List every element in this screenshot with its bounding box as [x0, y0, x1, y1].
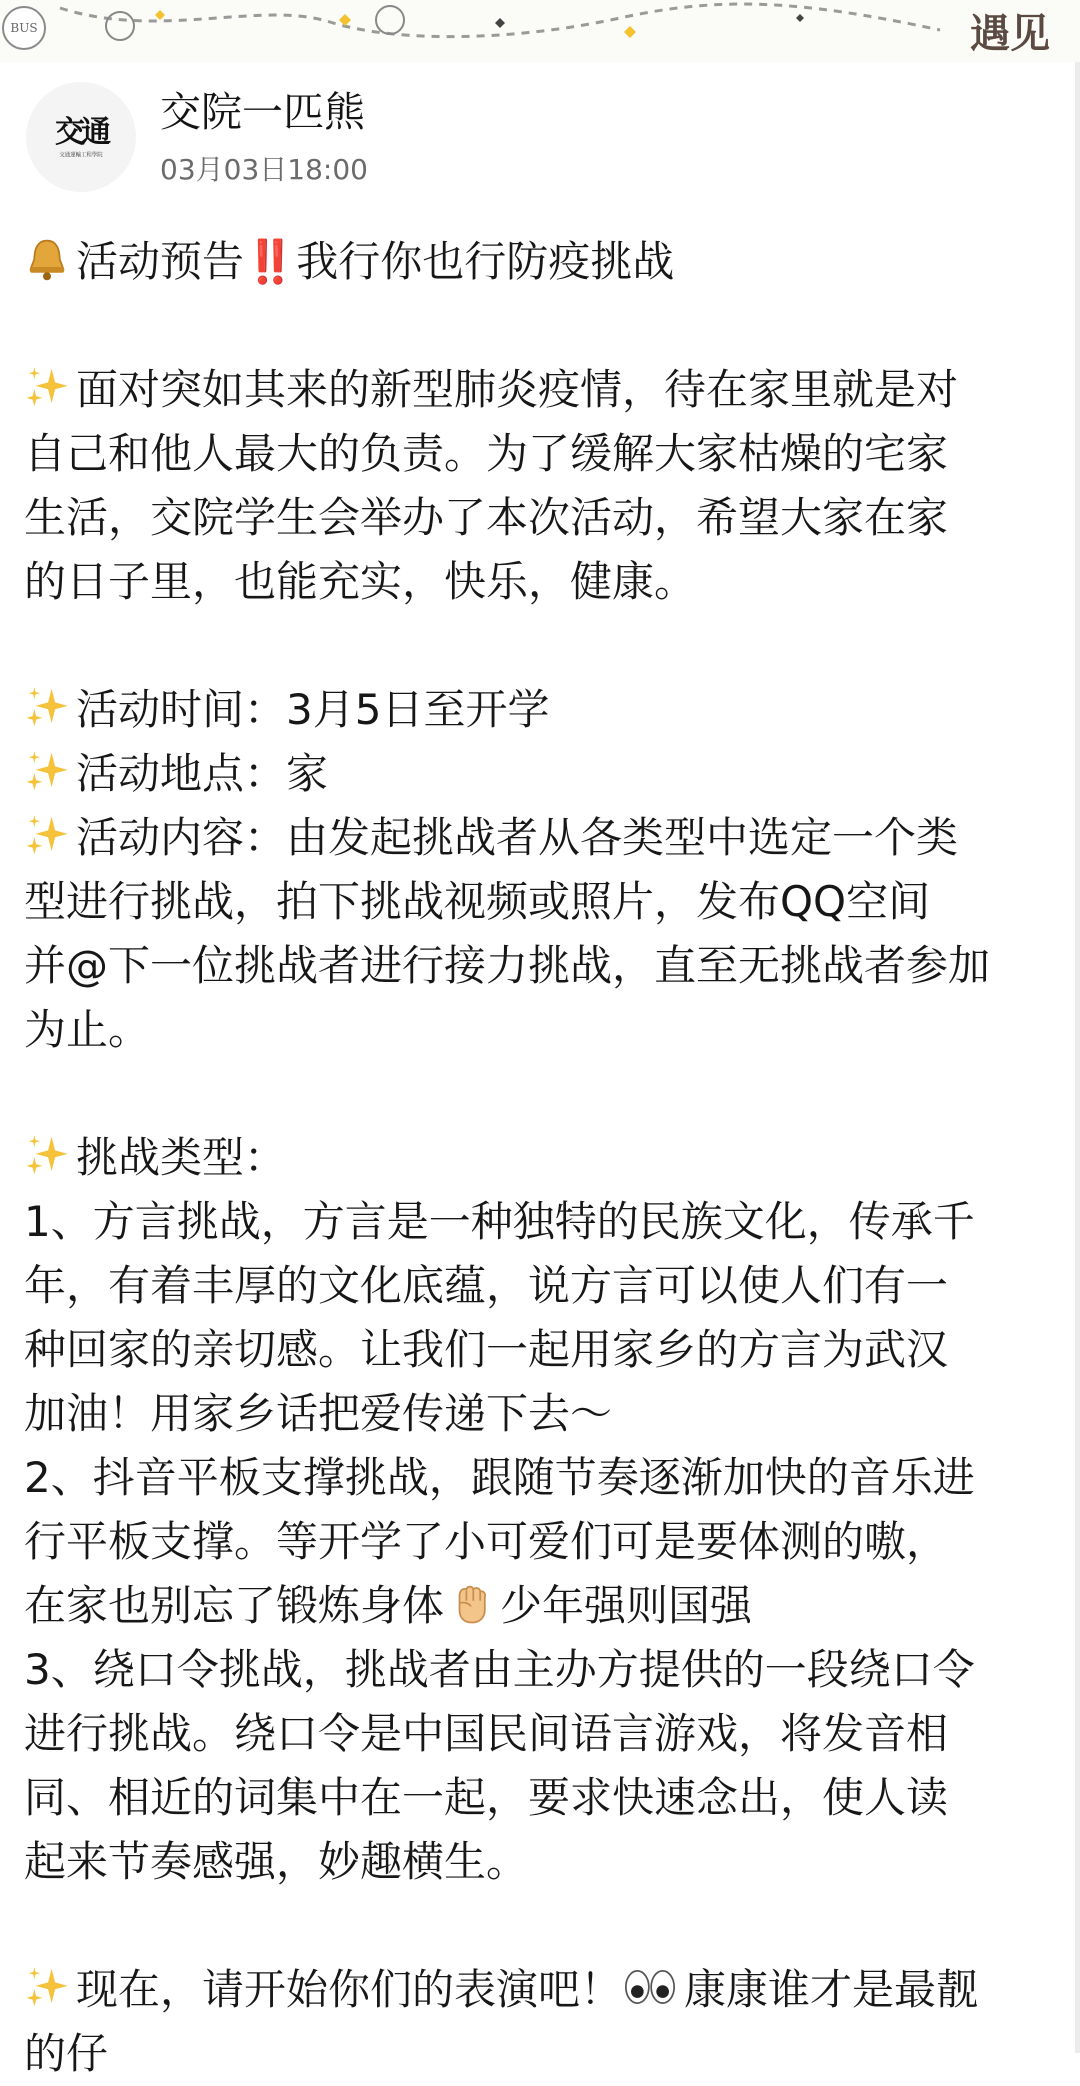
sparkles-icon	[24, 684, 70, 730]
activity-time-line	[24, 678, 1044, 742]
challenge-type1-line: 加油！用家乡话把爱传递下去～	[24, 1389, 613, 1438]
post-title-line	[24, 230, 1044, 294]
spacer	[24, 1062, 1044, 1126]
closing-line: 的仔	[24, 2029, 109, 2078]
sparkles-icon	[24, 1132, 70, 1178]
bus-badge: BUS	[2, 6, 46, 50]
activity-place-line	[24, 742, 1044, 806]
challenge-types-title: 挑战类型：	[76, 1133, 287, 1182]
sparkles-icon	[24, 812, 70, 858]
challenge-type3-line: 3、绕口令挑战，挑战者由主办方提供的一段绕口令	[24, 1645, 975, 1694]
challenge-type1-line: 年，有着丰厚的文化底蕴，说方言可以使人们有一	[24, 1261, 949, 1310]
bell-icon	[24, 236, 70, 282]
intro-line: 生活，交院学生会举办了本次活动，希望大家在家	[24, 493, 949, 542]
scrollbar[interactable]	[1075, 62, 1080, 2053]
raised-fist-icon	[448, 1580, 494, 1626]
intro-line	[24, 358, 1044, 422]
closing-text: 现在，请开始你们的表演吧！	[76, 1965, 623, 2014]
challenge-type2-line: 2、抖音平板支撑挑战，跟随节奏逐渐加快的音乐进	[24, 1453, 975, 1502]
eyes-icon	[622, 1964, 678, 2010]
sparkles-icon	[24, 1964, 70, 2010]
spacer	[24, 294, 1044, 358]
activity-content-line: 并@下一位挑战者进行接力挑战，直至无挑战者参加	[24, 941, 991, 990]
activity-content-line: 型进行挑战，拍下挑战视频或照片，发布QQ空间	[24, 877, 931, 926]
intro-line: 的日子里，也能充实，快乐，健康。	[24, 557, 697, 606]
top-decoration-strip	[0, 0, 1080, 62]
sparkles-icon	[24, 748, 70, 794]
challenge-type1-line: 1、方言挑战，方言是一种独特的民族文化，传承千	[24, 1197, 975, 1246]
activity-content-text: 活动内容：由发起挑战者从各类型中选定一个类	[76, 813, 959, 862]
challenge-type2-line: 行平板支撑。等开学了小可爱们可是要体测的嗷，	[24, 1517, 949, 1566]
avatar-logo-text: 交通	[55, 114, 107, 150]
avatar[interactable]	[26, 82, 136, 192]
post-timestamp: 03月03日18:00	[160, 153, 368, 186]
spacer	[24, 1894, 1044, 1958]
post-title: 活动预告‼️我行你也行防疫挑战	[76, 237, 675, 286]
challenge-types-title-line	[24, 1126, 1044, 1190]
challenge-type3-line: 同、相近的词集中在一起，要求快速念出，使人读	[24, 1773, 949, 1822]
challenge-type2-text: 在家也别忘了锻炼身体	[24, 1581, 445, 1630]
intro-line: 自己和他人最大的负责。为了缓解大家枯燥的宅家	[24, 429, 949, 478]
username[interactable]: 交院一匹熊	[160, 88, 365, 136]
closing-line	[24, 1958, 1044, 2022]
activity-content-line: 为止。	[24, 1005, 151, 1054]
sparkles-icon	[24, 364, 70, 410]
intro-text: 面对突如其来的新型肺炎疫情，待在家里就是对	[76, 365, 959, 414]
spacer	[24, 614, 1044, 678]
challenge-type3-line: 进行挑战。绕口令是中国民间语言游戏，将发音相	[24, 1709, 949, 1758]
challenge-type3-line: 起来节奏感强，妙趣横生。	[24, 1837, 529, 1886]
closing-text: 康康谁才是最靓	[684, 1965, 979, 2014]
yujian-logo: 遇见	[970, 10, 1050, 57]
activity-time-text: 活动时间：3月5日至开学	[76, 685, 550, 734]
dashed-garland-decoration	[0, 0, 1080, 62]
activity-place-text: 活动地点：家	[76, 749, 329, 798]
challenge-type1-line: 种回家的亲切感。让我们一起用家乡的方言为武汉	[24, 1325, 949, 1374]
post-body	[24, 230, 1044, 2086]
activity-content-line	[24, 806, 1044, 870]
challenge-type2-text: 少年强则国强	[500, 1581, 753, 1630]
avatar-subtitle: 交通運輸工程學院	[59, 151, 103, 159]
challenge-type2-line	[24, 1574, 1044, 1638]
post-header	[26, 82, 1046, 192]
